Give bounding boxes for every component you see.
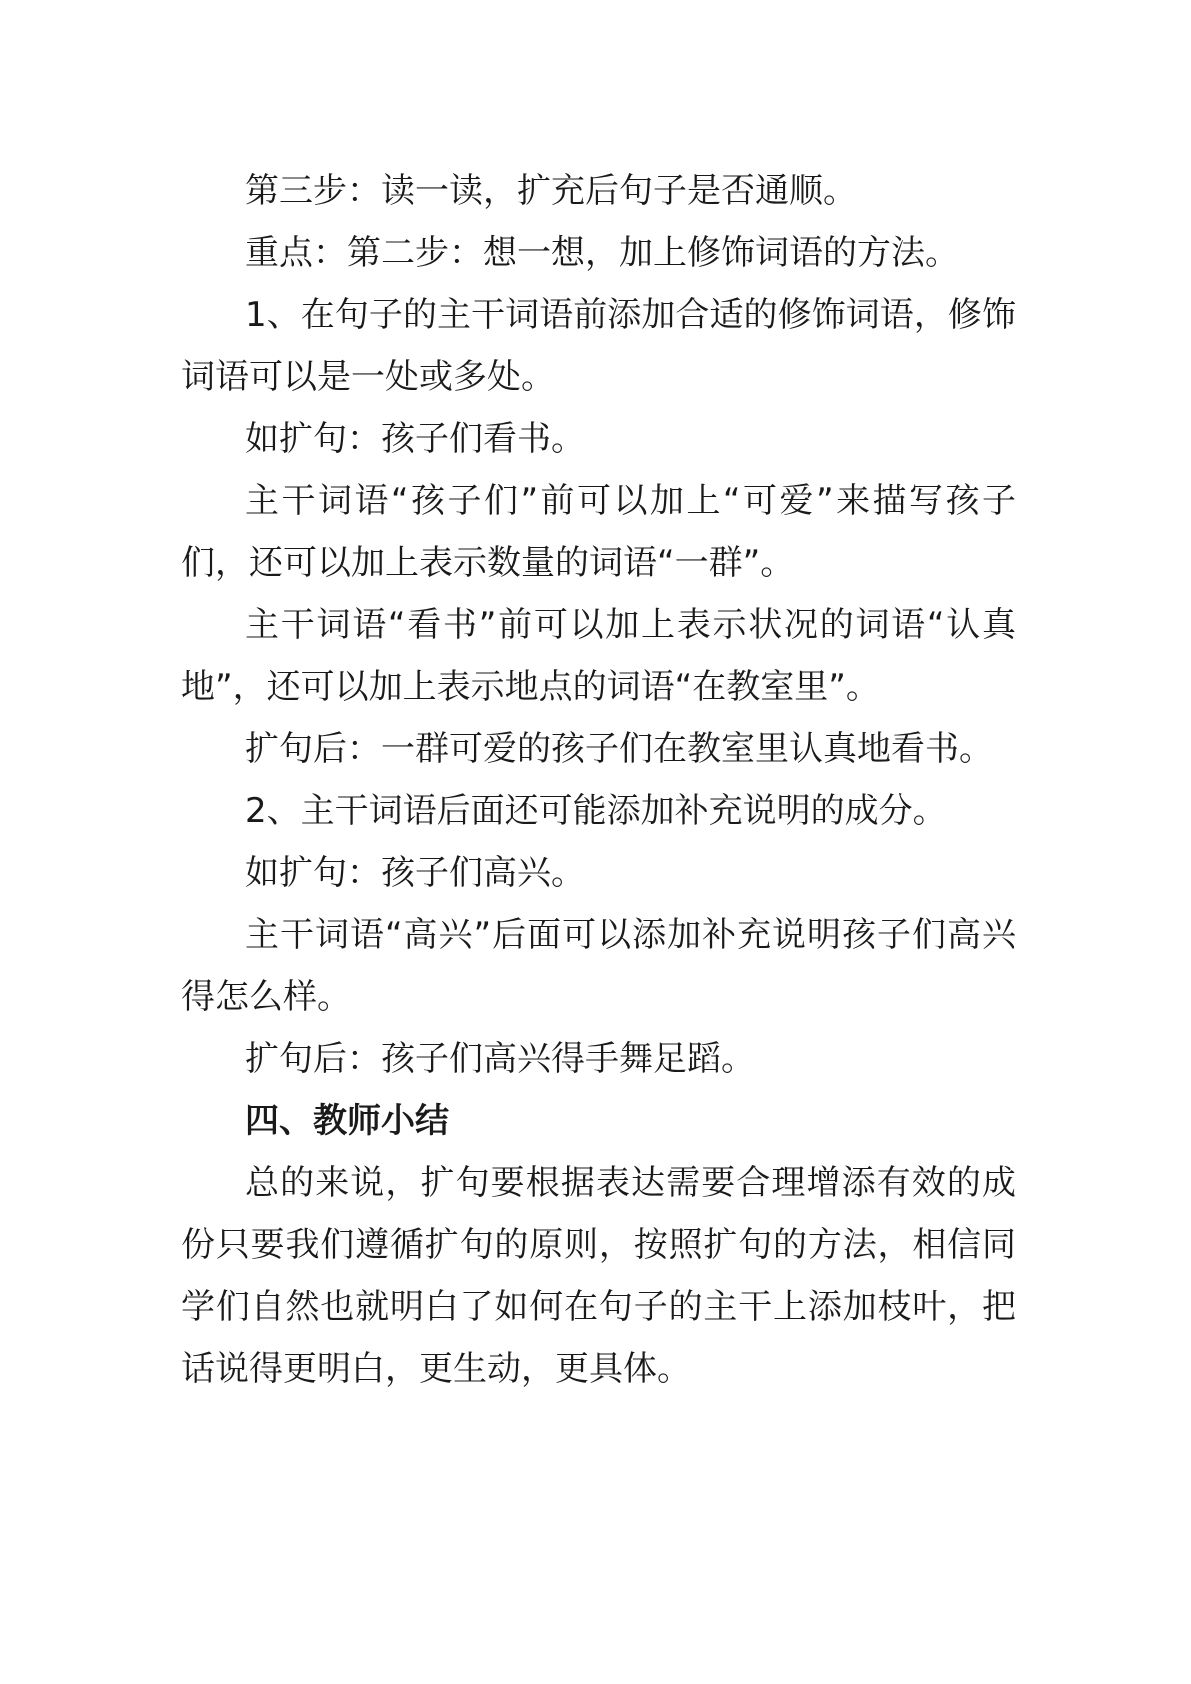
paragraph-key-point: 重点：第二步：想一想，加上修饰词语的方法。 (245, 233, 959, 273)
section-heading-summary: 四、教师小结 (245, 1101, 449, 1141)
paragraph-explain-predicate: 主干词语“看书”前可以加上表示状况的词语“认真地”，还可以加上表示地点的词语“在教室里”。 (181, 605, 1016, 707)
paragraph-summary: 总的来说，扩句要根据表达需要合理增添有效的成份只要我们遵循扩句的原则，按照扩句的方法，相信同学们自然也就明白了如何在句子的主干上添加枝叶，把话说得更明白，更生动，更具体。 (181, 1163, 1016, 1389)
paragraph-example-two: 如扩句：孩子们高兴。 (245, 853, 585, 893)
paragraph-result-one: 扩句后：一群可爱的孩子们在教室里认真地看书。 (245, 729, 993, 769)
paragraph-step-three: 第三步：读一读，扩充后句子是否通顺。 (245, 171, 857, 211)
paragraph-example-one: 如扩句：孩子们看书。 (245, 419, 585, 459)
document-body (181, 160, 1016, 1400)
paragraph-method-one: 1、在句子的主干词语前添加合适的修饰词语，修饰词语可以是一处或多处。 (181, 295, 1016, 397)
paragraph-method-two: 2、主干词语后面还可能添加补充说明的成分。 (245, 791, 947, 831)
paragraph-explain-complement: 主干词语“高兴”后面可以添加补充说明孩子们高兴得怎么样。 (181, 915, 1016, 1017)
paragraph-explain-subject: 主干词语“孩子们”前可以加上“可爱”来描写孩子们，还可以加上表示数量的词语“一群”。 (181, 481, 1016, 583)
paragraph-result-two: 扩句后：孩子们高兴得手舞足蹈。 (245, 1039, 755, 1079)
